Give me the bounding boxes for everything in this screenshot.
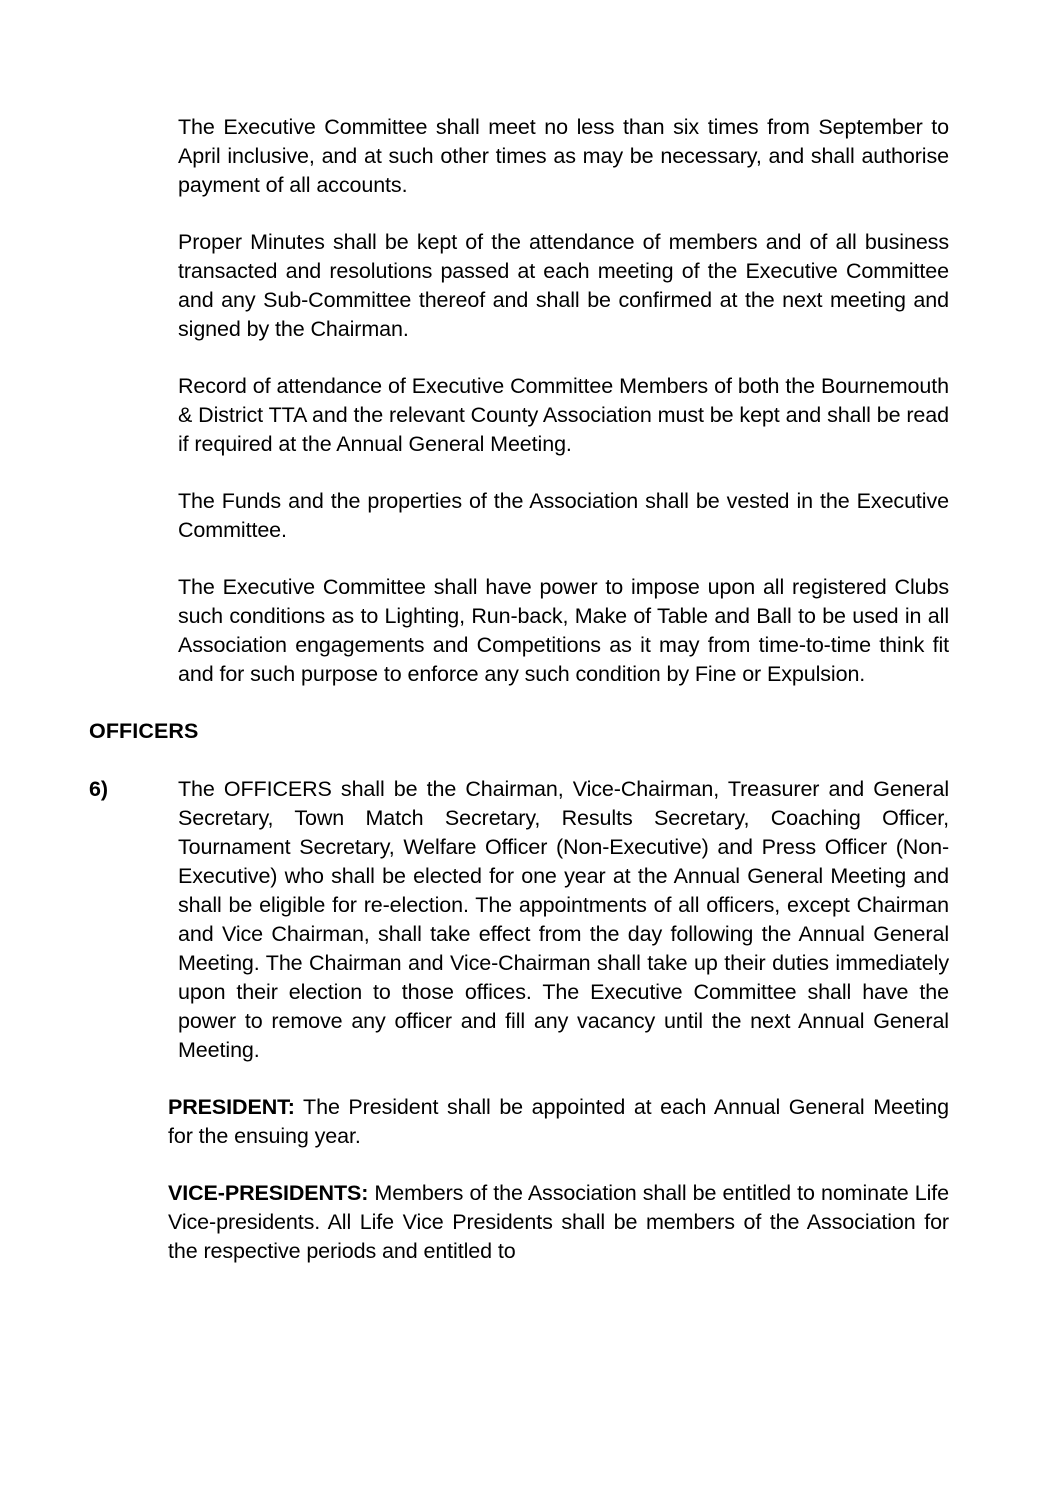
president-label: PRESIDENT: <box>168 1095 295 1119</box>
paragraph-vice-presidents <box>89 1179 949 1266</box>
paragraph-president <box>89 1093 949 1151</box>
clause-6-text: The OFFICERS shall be the Chairman, Vice-Chairman, Treasurer and General Secretary, Town Match Secretary, Results Secretary, Coaching Officer, Tournament Secretary, Welfare Officer (Non-Executive) and Press Officer (Non-Executive) who shall be elected for one year at the Annual General Meeting and shall be eligible for re-election. The appointments of all officers, except Chairman and Vice Chairman, shall take effect from the day following the Annual General Meeting. The Chairman and Vice-Chairman shall take up their duties immediately upon their election to those offices. The Executive Committee shall have the power to remove any officer and fill any vacancy until the next Annual General Meeting. <box>178 777 949 1062</box>
president-text: The President shall be appointed at each Annual General Meeting for the ensuing year. <box>168 1095 949 1148</box>
document-body <box>89 113 949 1266</box>
paragraph-funds-and-properties: The Funds and the properties of the Association shall be vested in the Executive Committee. <box>178 489 949 542</box>
clause-number-6: 6) <box>89 777 108 801</box>
vice-presidents-label: VICE-PRESIDENTS: <box>168 1181 369 1205</box>
paragraph-record-of-attendance: Record of attendance of Executive Committee Members of both the Bournemouth & District TTA and the relevant County Association must be kept and shall be read if required at the Annual General Meeting. <box>178 374 949 456</box>
section-heading-officers: OFFICERS <box>89 719 199 743</box>
paragraph-power-to-impose-conditions: The Executive Committee shall have power to impose upon all registered Clubs such conditions as to Lighting, Run-back, Make of Table and Ball to be used in all Association engagements and Competitions as it may from time-to-time think fit and for such purpose to enforce any such condition by Fine or Expulsion. <box>178 575 949 686</box>
vice-presidents-text: Members of the Association shall be entitled to nominate Life Vice-presidents. All Life Vice Presidents shall be members of the Association for the respective periods and entitled to <box>168 1181 949 1263</box>
clause-6-officers <box>89 775 949 1065</box>
paragraph-proper-minutes: Proper Minutes shall be kept of the attendance of members and of all business transacted and resolutions passed at each meeting of the Executive Committee and any Sub-Committee thereof and shall be confirmed at the next meeting and signed by the Chairman. <box>178 230 949 341</box>
paragraph-executive-committee-meetings: The Executive Committee shall meet no less than six times from September to April inclusive, and at such other times as may be necessary, and shall authorise payment of all accounts. <box>178 115 949 197</box>
